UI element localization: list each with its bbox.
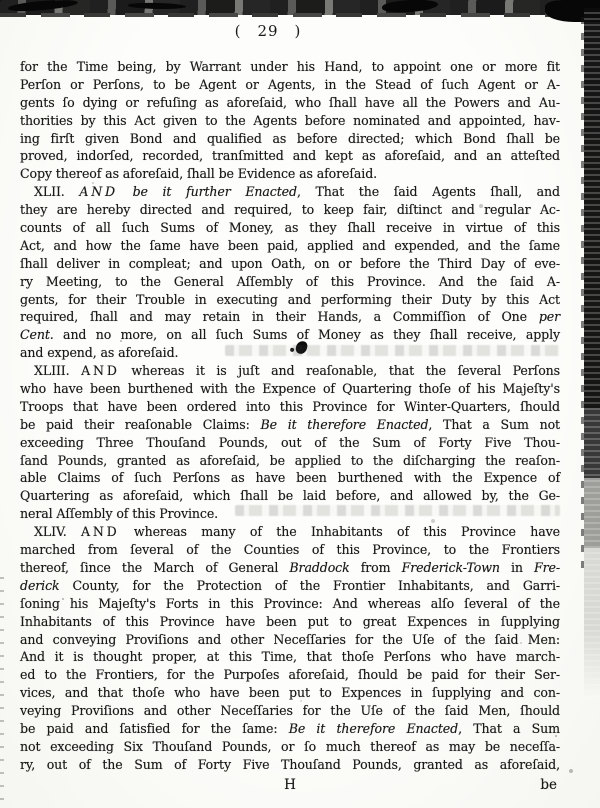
text-line xyxy=(20,487,560,505)
text-segment: they are hereby directed and required, to keep fair, diſtinct and regular Ac- xyxy=(20,202,560,218)
text-line xyxy=(20,738,560,756)
text-line xyxy=(20,165,560,183)
text-segment: who have been burthened with the Expence of Quartering thoſe of his Majeſty's xyxy=(20,381,560,397)
text-segment: proved, indorſed, recorded, tranſmitted and kept as aforeſaid, and an atteſted xyxy=(20,148,560,164)
text-line xyxy=(20,666,560,684)
text-column xyxy=(20,20,560,797)
text-line xyxy=(20,416,560,434)
text-segment: in xyxy=(499,559,534,575)
text-segment: required, ſhall and may retain in their Hands, a Commiſſion of One xyxy=(20,309,539,325)
text-segment: XLII. xyxy=(34,184,80,200)
text-line xyxy=(20,219,560,237)
page-number-close-paren: ) xyxy=(294,22,302,40)
text-segment: from xyxy=(349,559,402,575)
text-segment: Perſon or Perſons, to be Agent or Agents, in the Stead of ſuch Agent or A- xyxy=(20,76,560,92)
text-segment: able Claims of ſuch Perſons as have been burthened with the Expence of xyxy=(20,470,560,486)
text-segment: , That a Sum xyxy=(458,720,560,736)
text-segment: and no more, on all ſuch Sums of Money as they ſhall receive, apply xyxy=(53,327,560,343)
text-line xyxy=(20,505,560,523)
text-line xyxy=(20,76,560,94)
text-line xyxy=(20,398,560,416)
text-segment: XLIII. xyxy=(34,363,82,379)
text-segment: ſhall deliver in compleat; and upon Oath, on or before the Third Day of eve- xyxy=(20,255,560,271)
text-line xyxy=(20,201,560,219)
text-segment: AND xyxy=(79,184,118,200)
catchword: be xyxy=(540,776,557,793)
text-segment: thereof, ſince the March of General xyxy=(20,559,290,575)
signature-mark: H xyxy=(284,776,296,793)
text-segment: Be it therefore Enacted xyxy=(260,416,429,432)
text-segment: Fre- xyxy=(534,559,560,575)
text-line xyxy=(20,648,560,666)
text-segment: neral Aſſembly of this Province. xyxy=(20,506,219,522)
text-line xyxy=(20,541,560,559)
text-segment: Troops that have been ordered into this Province for Winter-Quarters, ſhould xyxy=(20,398,560,414)
text-line xyxy=(20,434,560,452)
page-footer xyxy=(20,777,560,797)
text-segment: Quartering as aforeſaid, which ſhall be laid before, and allowed by, the Ge- xyxy=(20,488,560,504)
text-line xyxy=(20,469,560,487)
text-line xyxy=(20,452,560,470)
text-segment: Frederick-Town xyxy=(401,559,500,575)
scan-noise-specks xyxy=(0,0,2,2)
scan-artifact-right-gutter xyxy=(584,8,600,698)
text-line xyxy=(20,595,560,613)
text-segment: exceeding Three Thouſand Pounds, out of the Sum of Forty Five Thou- xyxy=(20,434,560,450)
text-segment: And it is thought proper, at this Time, that thoſe Perſons who have march- xyxy=(20,649,560,665)
text-line xyxy=(20,613,560,631)
text-segment: XLIV. xyxy=(34,524,81,540)
scan-artifact-top-edge xyxy=(0,0,600,15)
text-segment: Copy thereof as aforeſaid, ſhall be Evidence as aforeſaid. xyxy=(20,166,378,182)
text-line xyxy=(20,308,560,326)
text-line xyxy=(20,523,560,541)
text-line xyxy=(20,58,560,76)
paragraph-xliii xyxy=(20,362,560,523)
text-segment: Act, and how the ſame have been paid, applied and expended, and the ſame xyxy=(20,237,560,253)
text-segment: ing firſt given Bond and qualified as before directed; which Bond ſhall be xyxy=(20,130,560,146)
text-segment: and expend, as aforeſaid. xyxy=(20,345,179,361)
text-segment: AND xyxy=(81,363,120,379)
text-line xyxy=(20,380,560,398)
text-segment: ſoning his Majeſty's Forts in this Province: And whereas alſo ſeveral of the xyxy=(20,595,560,611)
document-body xyxy=(20,58,560,774)
text-segment: counts of all ſuch Sums of Money, as they ſhall receive in virtue of this xyxy=(20,220,560,236)
text-line xyxy=(20,130,560,148)
text-segment: Be it therefore Enacted xyxy=(288,720,459,736)
text-segment: not exceeding Six Thouſand Pounds, or ſo much thereof as may be neceſſa- xyxy=(20,738,560,754)
text-segment: , That a Sum not xyxy=(428,416,560,432)
text-line xyxy=(20,183,560,201)
text-line xyxy=(20,702,560,720)
text-segment: gents, for their Trouble in executing and performing their Duty by this Act xyxy=(20,291,560,307)
text-line xyxy=(20,273,560,291)
text-line xyxy=(20,147,560,165)
text-segment: per xyxy=(538,309,560,325)
page-number xyxy=(0,20,538,42)
text-segment: Cent. xyxy=(20,327,54,343)
paragraph-xliv xyxy=(20,523,560,773)
paragraph-xli-continuation xyxy=(20,58,560,183)
text-line xyxy=(20,362,560,380)
text-segment: derick xyxy=(20,577,60,593)
text-line xyxy=(20,720,560,738)
text-segment: ry, out of the Sum of Forty Five Thouſand Pounds, granted as aforeſaid, xyxy=(20,756,560,772)
text-segment: vices, and that thoſe who have been put to Expences in ſupplying and con- xyxy=(20,685,560,701)
text-segment: veying Proviſions and other Neceſſaries for the Uſe of the ſaid Men, ſhould xyxy=(20,703,560,719)
text-segment: gents ſo dying or refuſing as aforeſaid, who ſhall have all the Powers and Au- xyxy=(20,94,560,110)
text-segment: be paid and ſatisfied for the ſame: xyxy=(20,720,289,736)
text-segment: ry Meeting, to the General Aſſembly of this Province. And the ſaid A- xyxy=(20,273,560,289)
text-line xyxy=(20,326,560,344)
text-line xyxy=(20,559,560,577)
paragraph-xlii xyxy=(20,183,560,362)
text-segment: ed to the Frontiers, for the Purpoſes aforeſaid, ſhould be paid for their Ser- xyxy=(20,667,560,683)
text-segment: , That the ſaid Agents ſhall, and xyxy=(296,184,560,200)
page-number-open-paren: ( xyxy=(234,22,242,40)
text-segment: whereas many of the Inhabitants of this Province have xyxy=(119,524,560,540)
text-segment: thorities by this Act given to the Agents before nominated and appointed, hav- xyxy=(20,112,560,128)
text-line xyxy=(20,684,560,702)
text-segment: County, for the Protection of the Frontier Inhabitants, and Garri- xyxy=(59,577,560,593)
text-segment: AND xyxy=(81,524,120,540)
text-line xyxy=(20,577,560,595)
text-line xyxy=(20,344,560,362)
text-segment: and conveying Proviſions and other Neceſſaries for the Uſe of the ſaid Men: xyxy=(20,631,560,647)
text-segment: whereas it is juſt and reaſonable, that the ſeveral Perſons xyxy=(119,363,560,379)
text-segment xyxy=(118,184,133,199)
text-line xyxy=(20,756,560,774)
text-line xyxy=(20,94,560,112)
scan-artifact-left-specks xyxy=(0,575,4,800)
text-line xyxy=(20,237,560,255)
text-segment: marched from ſeveral of the Counties of this Province, to the Frontiers xyxy=(20,542,560,558)
page-number-value: 29 xyxy=(257,22,279,40)
text-segment: Inhabitants of this Province have been put to great Expences in ſupplying xyxy=(20,613,560,629)
text-line xyxy=(20,631,560,649)
text-segment: be it further Enacted xyxy=(132,184,297,200)
text-segment: be paid their reaſonable Claims: xyxy=(20,416,261,432)
text-line xyxy=(20,291,560,309)
text-segment: for the Time being, by Warrant under his Hand, to appoint one or more fit xyxy=(20,59,560,74)
text-line xyxy=(20,255,560,273)
text-segment: ſand Pounds, granted as aforeſaid, be applied to the diſcharging the reaſon- xyxy=(20,452,560,468)
text-line xyxy=(20,112,560,130)
text-segment: Braddock xyxy=(289,559,350,575)
